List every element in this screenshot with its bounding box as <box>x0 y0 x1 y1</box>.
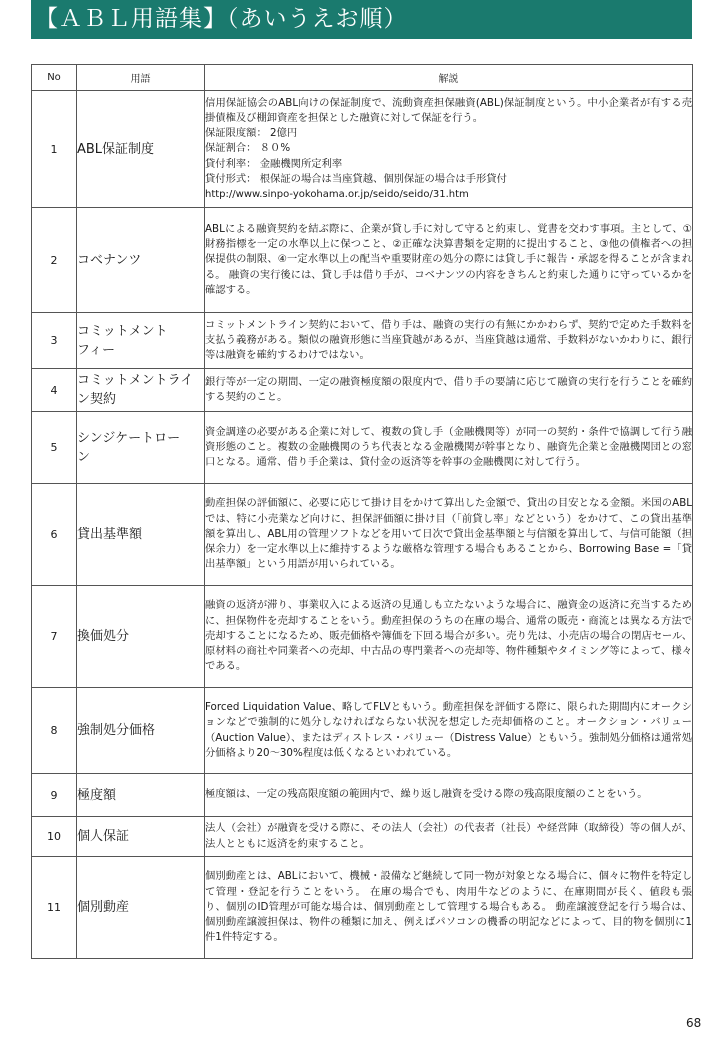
description-cell <box>205 774 693 817</box>
row-number: 5 <box>32 412 77 484</box>
table-row <box>32 369 693 412</box>
table-header-row <box>32 65 693 91</box>
glossary-table <box>31 64 693 959</box>
description-line: 保証割合： ８０% <box>205 142 291 155</box>
table-row <box>32 586 693 688</box>
description-line: 極度額は、一定の残高限度額の範囲内で、繰り返し融資を受ける際の残高限度額のことをいう。 <box>205 788 648 801</box>
table-row <box>32 688 693 774</box>
row-number: 7 <box>32 586 77 688</box>
row-number: 1 <box>32 91 77 208</box>
term-cell: 極度額 <box>77 774 205 817</box>
description-cell <box>205 817 693 857</box>
description-cell <box>205 412 693 484</box>
table-row <box>32 484 693 586</box>
page-number: 68 <box>686 1016 702 1030</box>
description-cell <box>205 369 693 412</box>
term-cell: 貸出基準額 <box>77 484 205 586</box>
description-line: 資金調達の必要がある企業に対して、複数の貸し手（金融機関等）が同一の契約・条件で協調して行う融資形態のこと。複数の金融機関のうち代表となる金融機関が幹事となり、融資先企業と金融機関団との窓口となる。通常、借り手企業は、貸付金の返済等を幹事の金融機関に対して行う。 <box>205 425 692 469</box>
table-row <box>32 313 693 369</box>
description-cell <box>205 586 693 688</box>
term-cell: ABL保証制度 <box>77 91 205 208</box>
description-cell <box>205 484 693 586</box>
term-cell: シンジケートロー ン <box>77 412 205 484</box>
table-row <box>32 208 693 313</box>
table-row <box>32 857 693 959</box>
table-row <box>32 91 693 208</box>
description-line: 法人（会社）が融資を受ける際に、その法人（会社）の代表者（社長）や経営陣（取締役）等の個人が、法人とともに返済を約束すること。 <box>205 822 692 850</box>
term-cell: 強制処分価格 <box>77 688 205 774</box>
row-number: 2 <box>32 208 77 313</box>
row-number: 10 <box>32 817 77 857</box>
description-line: 保証限度額： 2億円 <box>205 127 298 140</box>
description-line: ABLによる融資契約を結ぶ際に、企業が貸し手に対して守ると約束し、覚書を交わす事項。主として、①財務指標を一定の水準以上に保つこと、②正確な決算書類を定期的に提出すること、③他の債権者への担保提供の制限、④一定水準以上の配当や重要財産の処分の際には貸し手に報告・承認を得ることが含まれる。 融資の実行後には、貸し手は借り手が、コベナンツの内容をきちんと約束した通りに守っているかを確認する。 <box>205 222 692 296</box>
description-cell <box>205 313 693 369</box>
table-row <box>32 412 693 484</box>
table-row <box>32 817 693 857</box>
term-cell: 個人保証 <box>77 817 205 857</box>
header-description: 解説 <box>205 65 693 91</box>
row-number: 6 <box>32 484 77 586</box>
term-cell: コミットメントライ ン契約 <box>77 369 205 412</box>
description-line: 個別動産とは、ABLにおいて、機械・設備など継続して同一物が対象となる場合に、個々に物件を特定して管理・登記を行うことをいう。 在庫の場合でも、肉用牛などのように、在庫期間が長く、値段も張り、個別のID管理が可能な場合は、個別動産として管理する場合もある。 動産譲渡登記を行う場合は、個別動産譲渡担保は、物件の種類に加え、例えばパソコンの機番の明記などによって、目的物を個別に1件1件特定する。 <box>205 870 692 944</box>
term-cell: コベナンツ <box>77 208 205 313</box>
description-line: Forced Liquidation Value、略してFLVともいう。動産担保を評価する際に、限られた期間内にオークションなどで強制的に処分しなければならない状況を想定した売却価格のこと。オークション・バリュー（Auction Value）、またはディストレス・バリュー（Distress Value）ともいう。強制処分価格は通常処分価格より20〜30%程度は低くなるといわれている。 <box>205 701 692 759</box>
row-number: 4 <box>32 369 77 412</box>
description-cell <box>205 857 693 959</box>
row-number: 8 <box>32 688 77 774</box>
description-line: 融資の返済が滞り、事業収入による返済の見通しも立たないような場合に、融資金の返済に充当するために、担保物件を売却することをいう。動産担保のうちの在庫の場合、通常の販売・商流とは異なる方法で売却することになるため、販売価格や簿価を下回る場合が多い。売り先は、小売店の場合の閉店セール、原材料の商社や同業者への売却、中古品の専門業者への売却等、物件種類やタイミング等によって、様々である。 <box>205 599 692 673</box>
description-cell <box>205 91 693 208</box>
reference-url[interactable]: http://www.sinpo-yokohama.or.jp/seido/seido/31.htm <box>205 189 469 200</box>
row-number: 11 <box>32 857 77 959</box>
term-cell: 換価処分 <box>77 586 205 688</box>
description-line: コミットメントライン契約において、借り手は、融資の実行の有無にかかわらず、契約で定めた手数料を支払う義務がある。類似の融資形態に当座貸越があるが、当座貸越は通常、手数料がないかわりに、銀行等は融資を確約するわけではない。 <box>205 318 692 362</box>
description-cell <box>205 208 693 313</box>
description-line: 銀行等が一定の期間、一定の融資極度額の限度内で、借り手の要請に応じて融資の実行を行うことを確約する契約のこと。 <box>205 375 692 403</box>
term-cell: 個別動産 <box>77 857 205 959</box>
description-line: 貸付形式： 根保証の場合は当座貸越、個別保証の場合は手形貸付 <box>205 172 507 185</box>
page-title: 【ＡＢＬ用語集】（あいうえお順） <box>31 0 692 39</box>
row-number: 3 <box>32 313 77 369</box>
term-cell: コミットメント フィー <box>77 313 205 369</box>
description-cell <box>205 688 693 774</box>
description-line: 貸付利率： 金融機関所定利率 <box>205 157 343 170</box>
description-line: 動産担保の評価額に、必要に応じて掛け目をかけて算出した金額で、貸出の目安となる金額。米国のABLでは、特に小売業など向けに、担保評価額に掛け目（「前貸し率」などという）をかけて、この貸出基準額を算出し、ABL用の管理ソフトなどを用いて日次で貸出金基準額と与信額を算出して、与信可能額（担保余力）を一定水準以上に維持するような厳格な管理する場合もあることから、Borrowing Base =「貸出基準額」という用語が用いられている。 <box>205 497 692 571</box>
description-line: 信用保証協会のABL向けの保証制度で、流動資産担保融資(ABL)保証制度という。中小企業者が有する売掛債権及び棚卸資産を担保とした融資に対して保証を行う。 <box>205 96 692 124</box>
table-row <box>32 774 693 817</box>
header-term: 用語 <box>77 65 205 91</box>
header-no: No <box>32 65 77 91</box>
row-number: 9 <box>32 774 77 817</box>
